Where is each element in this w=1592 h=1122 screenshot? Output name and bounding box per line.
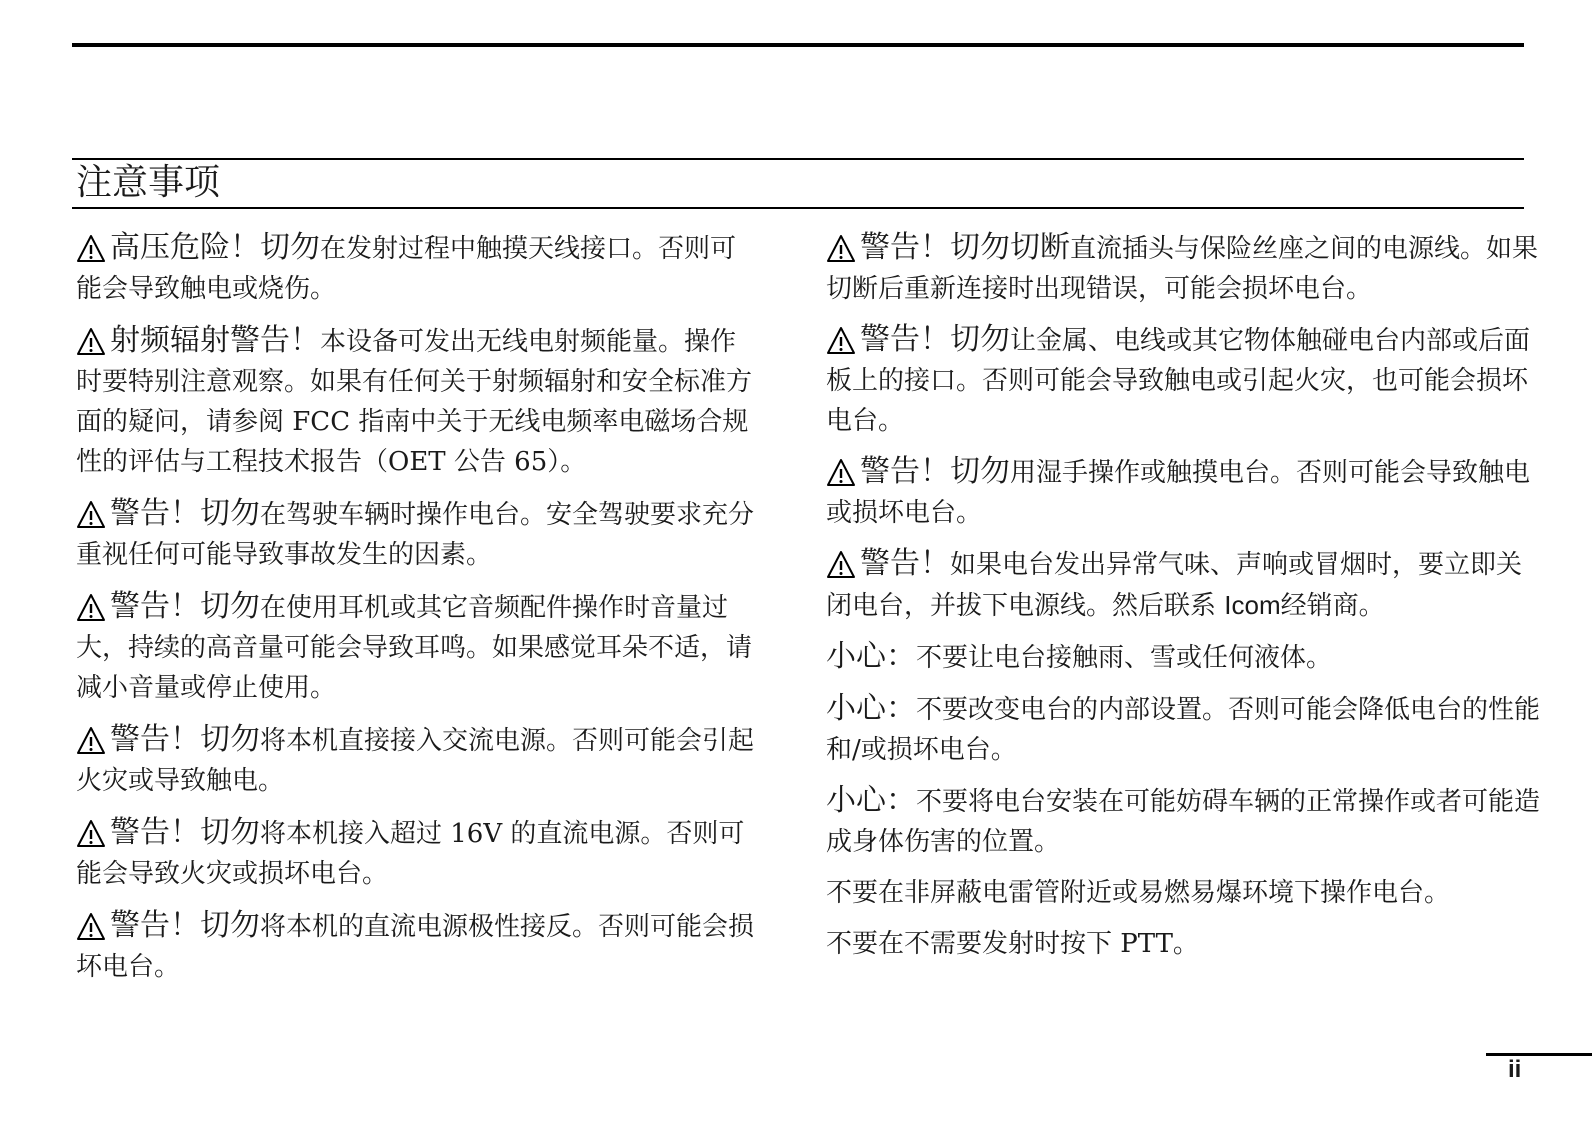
warning-lead: 警告！切勿 [110, 908, 260, 943]
warning-item [76, 906, 756, 987]
warning-item [826, 452, 1546, 533]
warning-triangle-icon [76, 819, 106, 849]
caution-item [826, 689, 1546, 770]
caution-lead: 小心： [826, 783, 916, 818]
note-text: 不要在不需要发射时按下 PTT。 [826, 929, 1199, 959]
top-rule [72, 43, 1524, 47]
warning-item [76, 720, 756, 801]
page-number: ii [1508, 1056, 1522, 1083]
warning-triangle-icon [76, 593, 106, 623]
warning-triangle-icon [76, 234, 106, 264]
warning-text: 将本机的直流电源极性接反。否则可能会损坏电台。 [76, 912, 755, 982]
caution-lead: 小心： [826, 639, 916, 674]
caution-text: 不要让电台接触雨、雪或任何液体。 [916, 643, 1333, 673]
warning-text: 直流插头与保险丝座之间的电源线。如果切断后重新连接时出现错误，可能会损坏电台。 [826, 234, 1539, 304]
warning-text: 在驾驶车辆时操作电台。安全驾驶要求充分重视任何可能导致事故发生的因素。 [76, 500, 755, 570]
warning-lead: 警告！切勿 [110, 722, 260, 757]
warning-text: 用湿手操作或触摸电台。否则可能会导致触电或损坏电台。 [826, 458, 1531, 528]
caution-item [826, 637, 1546, 678]
warning-text: 如果电台发出异常气味、声响或冒烟时，要立即关闭电台，并拔下电源线。然后联系 [826, 550, 1523, 621]
caution-text: 不要改变电台的内部设置。否则可能会降低电台的性能和/或损坏电台。 [826, 695, 1541, 765]
left-column [76, 228, 756, 999]
warning-item [76, 494, 756, 575]
title-rule-bottom [72, 207, 1524, 209]
warning-text-tail: 经销商。 [1280, 591, 1385, 621]
warning-lead: 警告！切勿 [860, 454, 1010, 489]
right-column [826, 228, 1546, 975]
warning-text: 在发射过程中触摸天线接口。否则可能会导致触电或烧伤。 [76, 234, 737, 304]
warning-text: 将本机接入超过 16V 的直流电源。否则可能会导致火灾或损坏电台。 [76, 819, 745, 889]
page-number-rule [1486, 1053, 1592, 1056]
warning-triangle-icon [76, 327, 106, 357]
warning-item [826, 228, 1546, 309]
warning-lead: 射频辐射警告！ [110, 323, 320, 358]
note-item [826, 924, 1546, 964]
warning-item [76, 321, 756, 482]
warning-text: 让金属、电线或其它物体触碰电台内部或后面板上的接口。否则可能会导致触电或引起火灾，也可能会损坏电台。 [826, 326, 1531, 436]
warning-triangle-icon [826, 326, 856, 356]
warning-triangle-icon [826, 234, 856, 264]
caution-item [826, 781, 1546, 862]
warning-triangle-icon [76, 726, 106, 756]
warning-lead: 警告！切勿 [110, 589, 260, 624]
warning-item [826, 544, 1546, 626]
warning-item [76, 587, 756, 708]
section-title: 注意事项 [76, 162, 221, 203]
warning-text: 在使用耳机或其它音频配件操作时音量过大，持续的高音量可能会导致耳鸣。如果感觉耳朵不适，请减小音量或停止使用。 [76, 593, 753, 703]
title-rule-top [72, 158, 1524, 160]
warning-text: 将本机直接接入交流电源。否则可能会引起火灾或导致触电。 [76, 726, 755, 796]
brand-name: Icom [1224, 590, 1281, 620]
warning-triangle-icon [76, 912, 106, 942]
warning-lead: 高压危险！切勿 [110, 230, 320, 265]
warning-lead: 警告！切勿 [860, 322, 1010, 357]
warning-lead: 警告！切勿切断 [860, 230, 1070, 265]
note-text: 不要在非屏蔽电雷管附近或易燃易爆环境下操作电台。 [826, 878, 1451, 908]
warning-lead: 警告！切勿 [110, 815, 260, 850]
caution-text: 不要将电台安装在可能妨碍车辆的正常操作或者可能造成身体伤害的位置。 [826, 787, 1541, 857]
warning-lead: 警告！切勿 [110, 496, 260, 531]
warning-triangle-icon [76, 500, 106, 530]
caution-lead: 小心： [826, 691, 916, 726]
warning-triangle-icon [826, 550, 856, 580]
warning-triangle-icon [826, 458, 856, 488]
warning-item [76, 228, 756, 309]
note-item [826, 873, 1546, 913]
warning-item [826, 320, 1546, 441]
warning-lead: 警告！ [860, 546, 950, 581]
warning-item [76, 813, 756, 894]
warning-text: 本设备可发出无线电射频能量。操作时要特别注意观察。如果有任何关于射频辐射和安全标准方面的疑问，请参阅 FCC 指南中关于无线电频率电磁场合规性的评估与工程技术报告（OET 公告 65）。 [76, 327, 753, 477]
